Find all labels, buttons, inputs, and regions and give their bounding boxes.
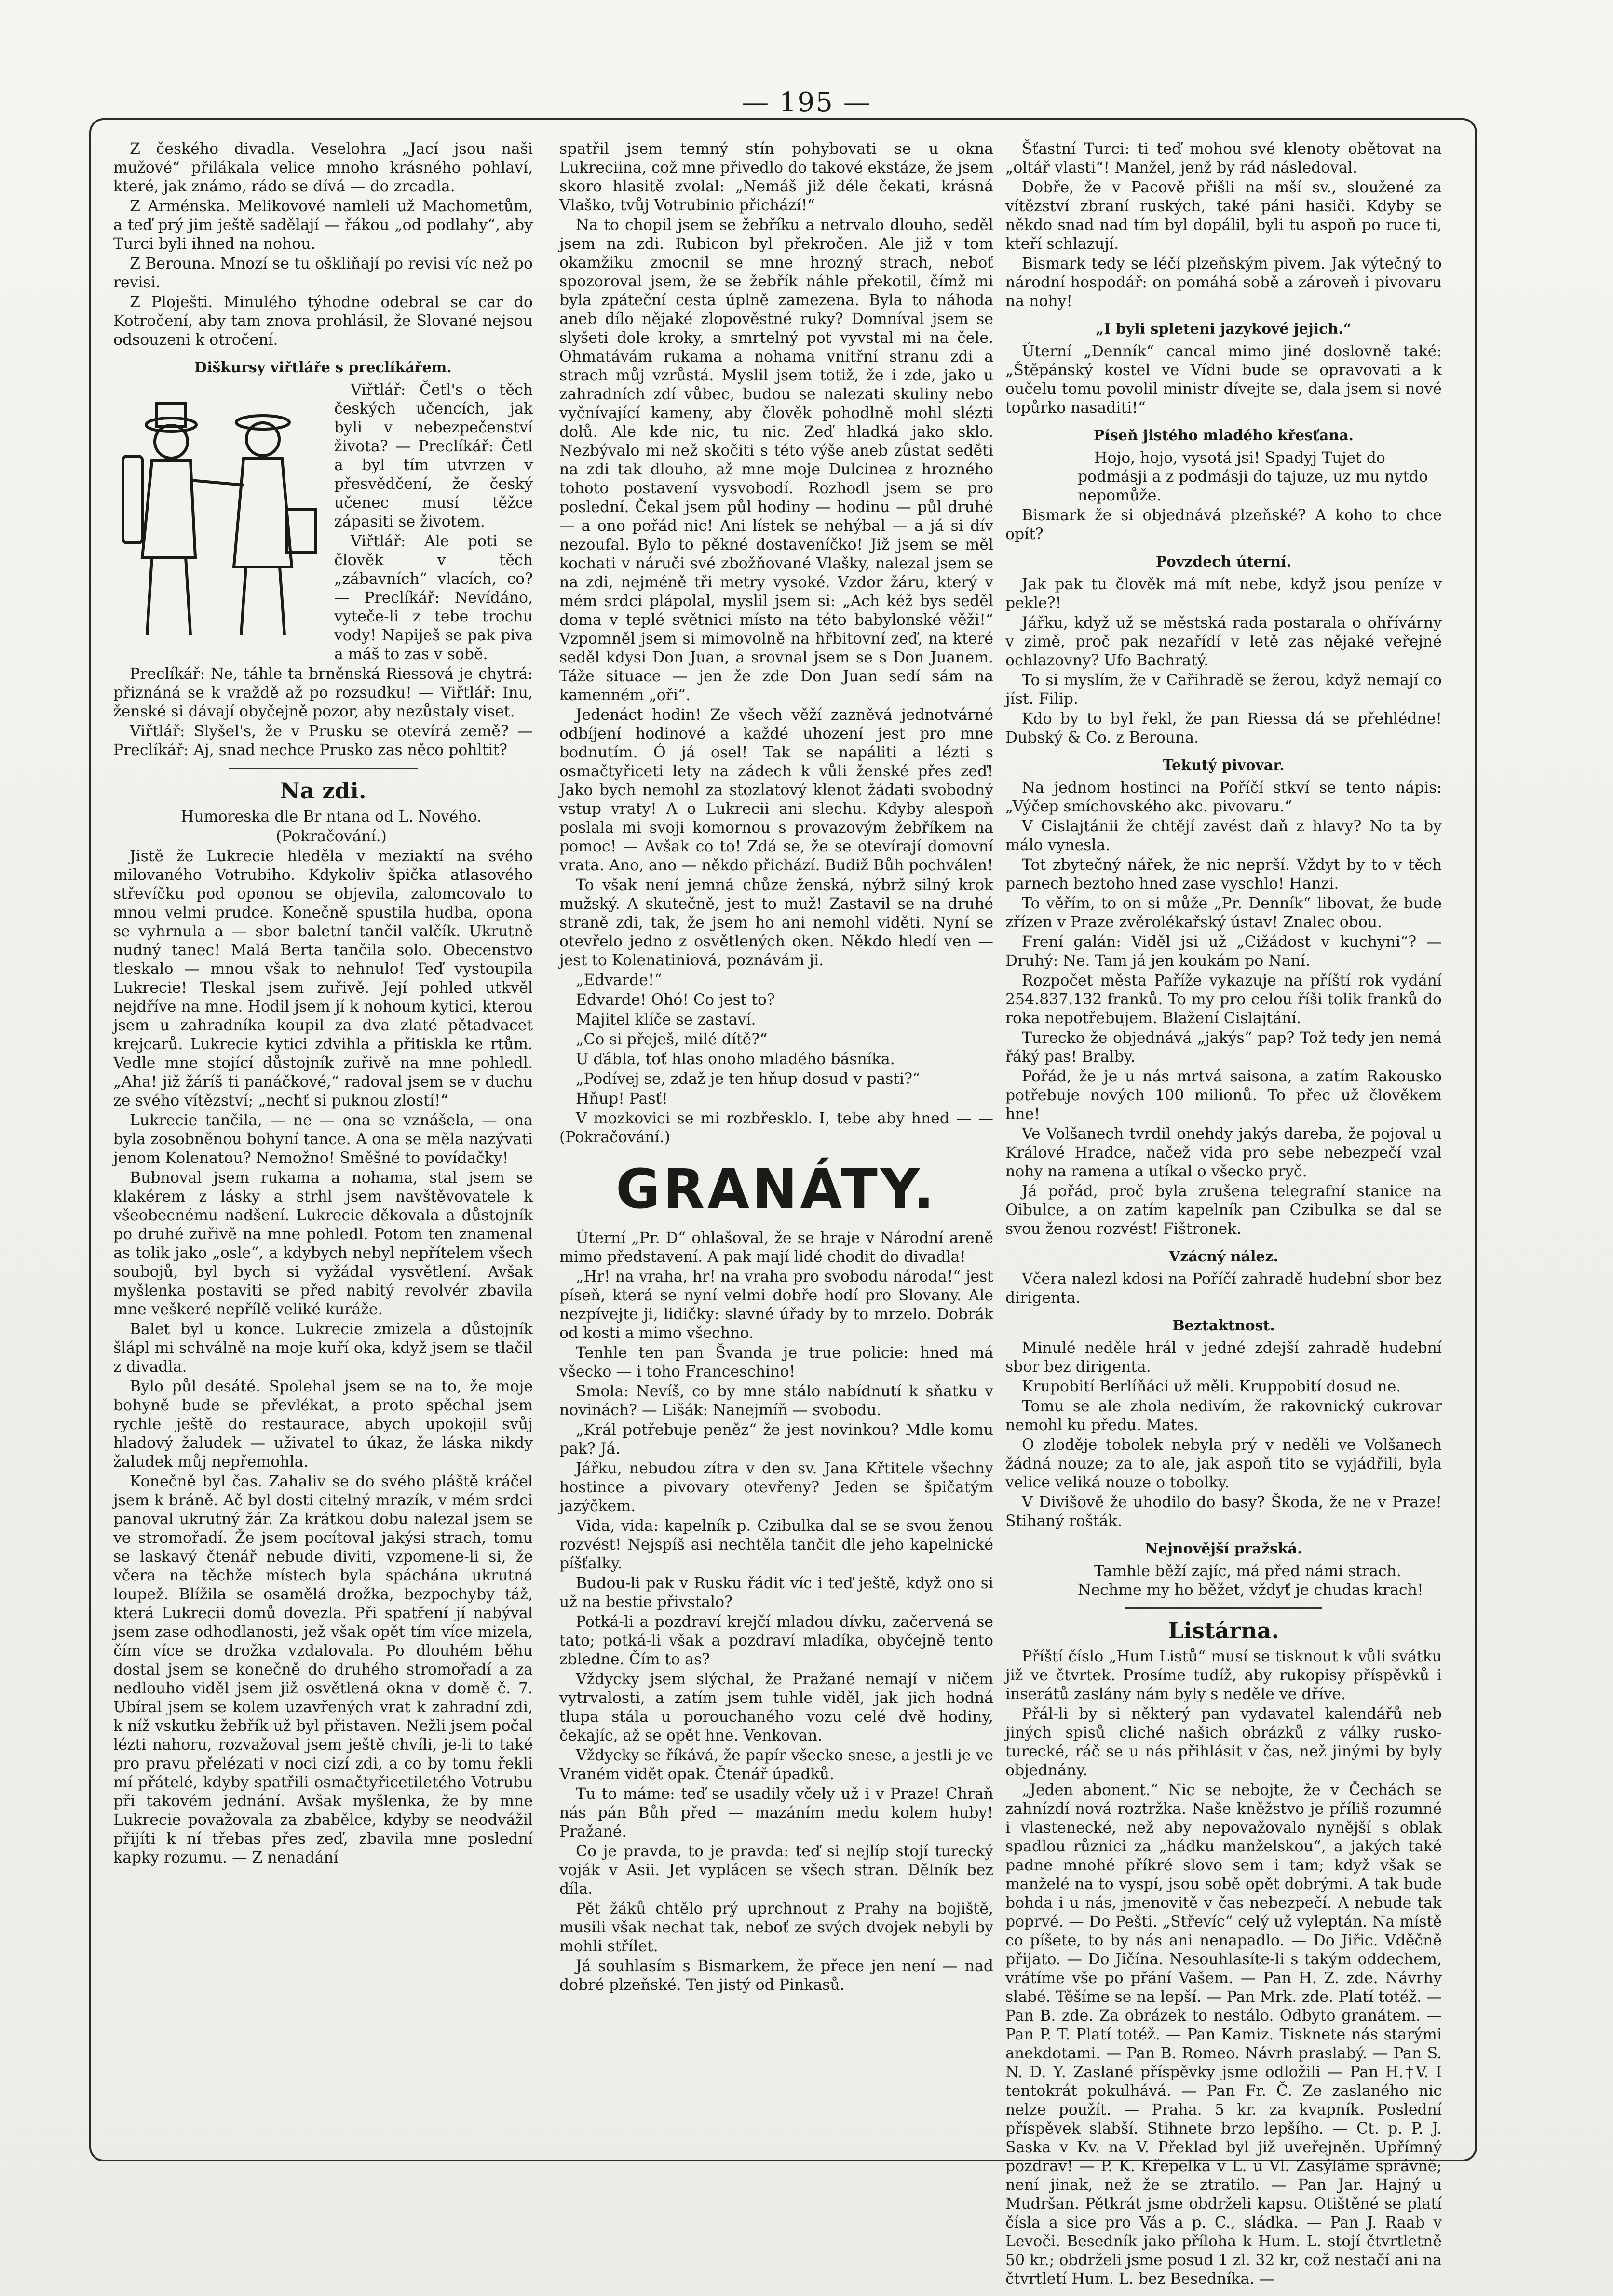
subheading: Beztaktnost.	[1172, 1317, 1275, 1334]
granat-item: Jak pak tu člověk má mít nebe, když jsou peníze v pekle?!	[1005, 576, 1442, 612]
granat-item: V Divišově že uhodilo do basy? Škoda, že ne v Praze! Stihaný rošták.	[1005, 1494, 1442, 1530]
granat-item: Ve Volšanech tvrdil onehdy jakýs dareba, že pojoval u Králové Hradce, načež vida pro sebe nebezpečí vzal nohy na ramena a utíkal o všecko pryč.	[1005, 1125, 1442, 1180]
granat-item: Tu to máme: teď se usadily včely už i v Praze! Chraň nás pán Bůh před — mazáním medu kolem huby! Pražané.	[559, 1785, 993, 1840]
granat-item: Co je pravda, to je pravda: teď si nejlíp stojí turecký voják v Asii. Jet vyplácen se všech stran. Dělník bez díla.	[559, 1843, 993, 1898]
dialog-line: Viřtlář: Ale poti se člověk v těch „zábavních“ vlacích, co? — Preclíkář: Nevídáno, vyteče-li z tebe trochu vody! Napiješ se pak piva a máš to zas v sobě.	[334, 533, 533, 663]
story-line: U ďábla, toť hlas onoho mladého básníka.	[576, 1051, 895, 1068]
dialog-line: Viřtlář: Četl's o těch českých učencích, jak byli v nebezpečenství života? — Preclíkář: Četl a byl tím utvrzen v přesvědčení, že český učenec musí těžce zápasiti se životem.	[334, 381, 533, 530]
separator-rule	[1125, 1607, 1322, 1609]
page-number: — 195 —	[742, 87, 871, 118]
granat-item: Jářku, nebudou zítra v den sv. Jana Křtitele všechny hostince a pivovary otevřeny? Jeden se špičatým jazýčkem.	[559, 1460, 993, 1515]
subheading: Píseň jistého mladého křesťana.	[1093, 427, 1354, 444]
column-1	[113, 140, 533, 2141]
granat-item: V Cislajtánii že chtějí zavést daň z hlavy? No ta by málo vynesla.	[1005, 818, 1442, 854]
granat-item: Tomu se ale zhola nedivím, že rakovnický cukrovar nemohl ku předu. Mates.	[1005, 1398, 1442, 1434]
story-line: „Co si přeješ, milé dítě?“	[576, 1031, 768, 1048]
subheading: „I byli spleteni jazykové jejich.“	[1096, 321, 1352, 338]
granat-item: Tot zbytečný nářek, že nic neprší. Vždyt by to v těch parnech beztoho hned zase vyschlo! Hanzi.	[1005, 856, 1442, 892]
story-line: V mozkovici se mi rozbřesklo. I, tebe aby hned — — (Pokračování.)	[559, 1110, 993, 1146]
granat-item: Krupobití Berlíňáci už měli. Kruppobití dosud ne.	[1022, 1378, 1401, 1395]
news-item: Z Arménska. Melikovové namleli už Machometům, a teď prý jim ještě sadělají — řákou „od podlahy“, aby Turci byli ihned na nohou.	[113, 198, 533, 253]
granat-item: Bismark že si objednává plzeňské? A koho to chce opít?	[1005, 507, 1442, 543]
granat-item: Vždycky jsem slýchal, že Pražané nemají v ničem vytrvalosti, a zatím jsem tuhle viděl, jak jich hodná tlupa stála u porouchaného vozu celé dvě hodiny, čekajíc, až se opět hne. Venkovan.	[559, 1671, 993, 1744]
diskursy-heading: Diškursy viřtláře s preclíkářem.	[194, 359, 452, 376]
granat-item: „Král potřebuje peněz“ že jest novinkou? Mdle komu pak? Já.	[559, 1421, 993, 1458]
granat-item: To si myslím, že v Cařihradě se žerou, když nemají co jíst. Filip.	[1005, 672, 1442, 708]
subheading: Nejnovější pražská.	[1145, 1540, 1302, 1557]
story-paragraph: Lukrecie tančila, — ne — ona se vznášela, — ona byla zosobněnou bohyní tance. A ona se měla nazývati jenom Kolenatou? Nemožno! Směšné to povídačky!	[113, 1112, 533, 1167]
story-paragraph: spatřil jsem temný stín pohybovati se u okna Lukreciina, což mne přivedlo do takové ekstáze, že jsem skoro hlasitě zvolal: „Nemáš již déle čekati, krásná Vlaško, tvůj Votrubinio přichází!“	[559, 140, 993, 214]
granat-item: Šťastní Turci: ti teď mohou své klenoty obětovat na „oltář vlasti“! Manžel, jenž by rád následoval.	[1005, 140, 1442, 176]
granat-item: Potká-li a pozdraví krejčí mladou dívku, začervená se tato; potká-li však a pozdraví mladíka, obyčejně tento zbledne. Čím to as?	[559, 1613, 993, 1668]
news-item: Z Ploješti. Minulého týhodne odebral se car do Kotročení, aby tam znova prohlásil, že Slované nejsou odsouzeni k otročení.	[113, 294, 533, 349]
granat-item: Rozpočet města Paříže vykazuje na příští rok vydání 254.837.132 franků. To my pro celou říši tolik franků do roka nepotřebujem. Blažení Cislajtání.	[1005, 972, 1442, 1027]
granat-item: Úterní „Denník“ cancal mimo jiné doslovně také: „Štěpánský kostel ve Vídni bude se opravovati a k oučelu tomu povolil ministr dívejte se, dala jsem si nové topůrko nasaditi!“	[1005, 343, 1442, 417]
granat-item: Pět žáků chtělo prý uprchnout z Prahy na bojiště, musili však nechat tak, neboť ze svých dvojek nebyli by mohli střílet.	[559, 1900, 993, 1955]
granat-item: Na jednom hostinci na Poříčí stkví se tento nápis: „Výčep smíchovského akc. pivovaru.“	[1005, 779, 1442, 815]
story-line: Edvarde! Ohó! Co jest to?	[576, 991, 775, 1009]
story-line: Majitel klíče se zastaví.	[576, 1011, 756, 1028]
granat-item: Bismark tedy se léčí plzeňským pivem. Jak výtečný to národní hospodář: on pomáhá sobě a zároveň i pivovaru na nohy!	[1005, 255, 1442, 310]
granat-item: O zloděje tobolek nebyla prý v neděli ve Volšanech žádná nouze; za to ale, jak aspoň tito se vyjádřili, byla velice veliká nouze o tobolky.	[1005, 1436, 1442, 1491]
story-paragraph: Na to chopil jsem se žebříku a netrvalo dlouho, seděl jsem na zdi. Rubicon byl překročen. Ale již v tom okamžiku zmocnil se mne hrozný strach, neboť spozoroval jsem, že se žebřík náhle překotil, čímž mi byla zpáteční cesta úplně zamezena. Byla to náhoda aneb dílo nějaké zlopověstné ruky? Domníval jsem se slyšeti dole kroky, a smrtelný pot vyvstal mi na čele. Ohmatávám rukama a nohama vnitřní stranu zdi a strach můj vzrůstá. Myslil jsem totiž, že i zde, jako u zahradních zdí vůbec, budou se nalezati skuliny nebo vyčnívající kameny, aby člověk pohodlně mohl slézti dolů. Ale kde nic, tu nic. Zeď hladká jako sklo. Nezbývalo mi než skočiti s této výše aneb zůstat seděti na zdi tak dlouho, až mne moje Dulcinea z hrozného tohoto postavení vysvobodí. Rozhodl jsem se pro poslední. Čekal jsem půl hodiny — hodinu — půl druhé — a ono pořád nic! Ani lístek se nehýbal — a já si dív nezoufal. Bylo to pěkné dostaveníčko! Již jsem se měl kochati v náruči své zbožňované Vlašky, nalezal jsem se na zdi, nejméně tři metry vysoké. Vzdor žáru, který v mém srdci plápolal, myslil jsem si: „Ach kéž bys seděl doma v teplé světnici místo na této babylonské věži!“ Vzpomněl jsem si mimovolně na hřbitovní zeď, na které seděl kdysi Don Juan, a srovnal jsem se s Don Juanem. Táže situace — jen že zde Don Juan sedí sám na kamenném „oři“.	[559, 216, 993, 704]
two-vendors-illustration	[113, 384, 325, 654]
column-3	[1005, 140, 1442, 2288]
granat-item: To věřím, to on si může „Pr. Denník“ libovat, že bude zřízen v Praze zvěrolékařský ústav! Znalec obou.	[1005, 895, 1442, 931]
column-2	[559, 140, 993, 2141]
listarna-item: Přál-li by si některý pan vydavatel kalendářů neb jiných spisů cliché našich obrázků z války rusko-turecké, ráč se u nás přihlásit v čas, než jinými by byly objednány.	[1005, 1705, 1442, 1779]
subheading: Tekutý pivovar.	[1163, 757, 1285, 774]
granat-item: Kdo by to byl řekl, že pan Riessa dá se přehlédne! Dubský & Co. z Berouna.	[1005, 710, 1442, 746]
listarna-item: „Jeden abonent.“ Nic se nebojte, že v Čechách se zahnízdí nová roztržka. Naše kněžstvo je příliš rozumné i vlastenecké, než aby nepovažovalo nynější s oblak spadlou různici za „hádku manželskou“, a jakých také padne mnohé příkré slovo sem i tam; když však se manželé na to vyspí, jsou sobě opět dobrými. A tak bude bohda i u nás, jmenovitě v čas nebezpečí. A nebude tak poprvé. — Do Pešti. „Střevíc“ celý už vyleptán. Na místě co píšete, to by nás ani nenapadlo. — Do Jiřic. Vděčně přijato. — Do Jičína. Nesouhlasíte-li s takým oddechem, vrátíme vše po přání Vašem. — Pan H. Z. zde. Návrhy slabé. Těšíme se na lepší. — Pan Mrk. zde. Platí totéž. — Pan B. zde. Za obrázek to nestálo. Odbyto granátem. — Pan P. T. Platí totéž. — Pan Kamiz. Tisknete nás starými anekdotami. — Pan B. Romeo. Návrh praslabý. — Pan S. N. D. Y. Zaslané příspěvky jsme odložili — Pan H.†V. I tentokrát pokulhává. — Pan Fr. Č. Ze zaslaného nic nelze použít. — Praha. 5 kr. za kvapník. Poslední příspěvek slabší. Stihnete brzo lepšího. — Ct. p. P. J. Saska v Kv. na V. Překlad byl již uveřejněn. Upřímný pozdrav! — P. K. Křepelka v L. u Vl. Zasýláme správně; není jinak, než že se ztratilo. — Pan Jar. Hajný u Mudršan. Pětkrát jsme obdrželi kapsu. Otištěné se platí čísla a sice pro Vás a p. C., sládka. — Pan J. Raab v Levoči. Besedník jako příloha k Hum. L. stojí čtvrtletně 50 kr.; obdrželi jsme posud 1 zl. 32 kr, což nestačí ani na čtvrtletí Hum. L. bez Besedníka. —	[1005, 1782, 1442, 2288]
granat-item: Tenhle ten pan Švanda je true policie: hned má všecko — i toho Franceschino!	[559, 1344, 993, 1380]
granat-item: Úterní „Pr. D“ ohlašoval, že se hraje v Národní areně mimo představení. A pak mají lidé chodit do divadla!	[559, 1229, 993, 1266]
granat-item: Já pořád, proč byla zrušena telegrafní stanice na Oibulce, a on zatím kapelník pan Czibulka se dal se svou ženou rozvést! Fištronek.	[1005, 1183, 1442, 1238]
story-line: „Edvarde!“	[576, 972, 662, 989]
story-paragraph: Bubnoval jsem rukama a nohama, stal jsem se klakérem z lásky a strhl jsem navštěvovatele k všeobecnému nadšení. Lukrecie děkovala a důstojník po druhé zuřivě na mne pohledl. Potom ten znamenal as tolik jako „osle“, a kdybych nebyl nepřítelem všech soubojů, byl bych si vyžádal vysvětlení. Avšak myšlenka postaviti se před nabitý revolvér zbavila mne veškeré nepřílě veliké kuráže.	[113, 1169, 533, 1318]
dialog-line: Viřtlář: Slyšel's, že v Prusku se otevírá země? — Preclíkář: Aj, snad nechce Prusko zas něco pohltit?	[113, 723, 533, 759]
news-item: Z Berouna. Mnozí se tu oškliňají po revisi víc než po revisi.	[113, 255, 533, 291]
granat-item: Pořád, že je u nás mrtvá saisona, a zatím Rakousko potřebuje nových 100 milionů. To přec už člověkem hne!	[1005, 1068, 1442, 1123]
granat-item: Vždycky se říkává, že papír všecko snese, a jestli je ve Vraném vidět opak. Čtenář úpadků.	[559, 1747, 993, 1783]
separator-rule	[229, 768, 418, 769]
listarna-item: Příští číslo „Hum Listů“ musí se tisknout k vůli svátku již ve čtvrtek. Prosíme tudíž, aby rukopisy příspěvků i inserátů zaslány nám byly s neděle ve dříve.	[1005, 1648, 1442, 1703]
granat-item: Dobře, že v Pacově přišli na mší sv., sloužené za vítězství zbraní ruských, také páni hasiči. Kdyby se někdo snad nad tím byl dopálil, byli tu aspoň po ruce ti, kteří schlazují.	[1005, 179, 1442, 253]
granat-item: Smola: Nevíš, co by mne stálo nabídnutí k sňatku v novinách? — Lišák: Nanejmíň — svobodu.	[559, 1383, 993, 1419]
granat-item: Vida, vida: kapelník p. Czibulka dal se se svou ženou rozvést! Nejspíš asi nechtěla tančit dle jeho kapelnické píšťalky.	[559, 1517, 993, 1572]
news-item: Z českého divadla. Veselohra „Jací jsou naši mužové“ přilákala velice mnoho krásného pohlaví, které, jak známo, rádo se dívá — do zrcadla.	[113, 140, 533, 195]
granat-item: Včera nalezl kdosi na Poříčí zahradě hudební sbor bez dirigenta.	[1005, 1270, 1442, 1307]
story-paragraph: Jistě že Lukrecie hleděla v meziaktí na svého milovaného Votrubiho. Kdykoliv špička atlasového střevíčku pod oponou se objevila, zalomcovalo to mnou velmi prudce. Konečně spustila hudba, opona se vyhrnula a — sbor baletní tančil valčík. Ukrutně nudný tanec! Malá Berta tančila solo. Obecenstvo tleskalo — mnou však to nehnulo! Teď vystoupila Lukrecie! Tleskal jsem zuřivě. Její pohled utkvěl nejdříve na mne. Hodil jsem jí k nohoum kytici, kterou jsem u zahradníka koupil za dva zlaté pětadvacet krejcarů. Lukrecie kytici zdvihla a přitiskla ke rtům. Vedle mne stojící důstojník zuřivě na mne pohledl. „Aha! již žáríš ti panáčkové,“ radoval jsem se v duchu ze svého vítězství; „nechť si puknou zlostí!“	[113, 848, 533, 1109]
story-paragraph: Jedenáct hodin! Ze všech věží zazněvá jednotvárné odbíjení hodinové a každé uhození jest pro mne bodnutím. Ó já osel! Tak se napáliti a lézti s osmačtyřiceti lety na zádech k vůli ženské přes zeď! Jako bych nemohl za stozlatový klenot žádati svobodný vstup vraty! A o Lukrecii ani slechu. Kdyby alespoň poslala mi svoji komornou s provazovým žebříkem na pomoc! — Avšak co to! Zdá se, že se otevírají domovní vrata. Ano, ano — někdo přichází. Budiž Bůh pochválen!	[559, 706, 993, 874]
granaty-heading: GRANÁTY.	[615, 1158, 937, 1221]
granat-item: Já souhlasím s Bismarkem, že přece jen není — nad dobré plzeňské. Ten jistý od Pinkasů.	[559, 1958, 993, 1994]
listarna-heading: Listárna.	[1168, 1618, 1279, 1644]
subheading: Vzácný nález.	[1169, 1248, 1278, 1265]
granat-item: Budou-li pak v Rusku řádit víc i teď ještě, když ono si už na bestie přivstalo?	[559, 1575, 993, 1611]
granat-item: Jářku, když už se městská rada postarala o ohřívárny v zimě, proč pak nezařídí v letě zas nějaké veřejné ochlazovny? Ufo Bachratý.	[1005, 614, 1442, 669]
granat-item: Minulé neděle hrál v jedné zdejší zahradě hudební sbor bez dirigenta.	[1005, 1339, 1442, 1376]
na-zdi-heading: Na zdi.	[280, 778, 366, 804]
granat-item: Frení galán: Viděl jsi už „Cižádost v kuchyni“? — Druhý: Ne. Tam já jen koukám po Naní.	[1005, 933, 1442, 970]
subheading: Povzdech úterní.	[1155, 554, 1292, 570]
dialog-line: Preclíkář: Ne, táhle ta brněnská Riessová je chytrá: přiznáná se k vraždě až po rozsudku! — Viřtlář: Inu, ženské si dávají obyčejně pozor, aby nezůstaly viset.	[113, 665, 533, 720]
story-line: „Podívej se, zdaž je ten hňup dosud v pasti?“	[576, 1070, 921, 1088]
granat-item: „Hr! na vraha, hr! na vraha pro svobodu národa!“ jest píseň, která se nyní velmi dobře hodí pro Slovany. Ale nezpívejte ji, lidičky: slavné úřady by to mrzelo. Dobrák od kosti a mimo všechno.	[559, 1268, 993, 1342]
story-paragraph: Balet byl u konce. Lukrecie zmizela a důstojník šlápl mi schválně na moje kuří oka, když jsem se tlačil z divadla.	[113, 1321, 533, 1376]
story-paragraph: Konečně byl čas. Zahaliv se do svého pláště kráčel jsem k bráně. Ač byl dosti citelný mrazík, v mém srdci panoval ukrutný žár. Za krátkou dobu nalezal jsem se ve stromořadí. Že jsem pocítoval jakýsi strach, tomu se laskavý čtenář nebude diviti, vzpomene-li si, že včera na těchže místech byla spáchána ukrutná loupež. Blížila se osamělá drožka, bezpochyby táž, která Lukrecii domů dovezla. Při spatření jí nabýval jsem zase odhodlanosti, jež však opět tím více mizela, čím více se drožka vzdalovala. Po dlouhém běhu dostal jsem se konečně do druhého stromořadí a za nedlouho viděl jsem již osvětlená okna v domě č. 7. Ubíral jsem se kolem uzavřených vrat k zahradní zdi, k níž vskutku žebřík už byl přistaven. Nežli jsem počal lézti nahoru, rozvažoval jsem ještě chvíli, je-li to také pro pravu přelézati v noci cizí zdi, a co by tomu řekli mí přátelé, kdyby spatřili osmačtyřicetiletého Votrubu při takovém jednání. Avšak myšlenka, že by mne Lukrecie považovala za zbabělce, kdyby se neodvážil přijíti k ní třebas přes zeď, zbavila mne poslední kapky rozumu. — Z nenadání	[113, 1473, 533, 1866]
na-zdi-subtitle: Humoreska dle Br ntana od L. Nového.	[180, 808, 482, 825]
granat-item: Turecko že objednává „jakýs“ pap? Tož tedy jen nemá řáký pas! Bralby.	[1005, 1029, 1442, 1066]
story-line: Hňup! Pasť!	[576, 1090, 668, 1107]
story-paragraph: To však není jemná chůze ženská, nýbrž silný krok mužský. A skutečně, jest to muž! Zastavil se na druhé straně zdi, tak, že jsem ho ani nemohl viděti. Nyní se otevřelo jedno z osvětlených oken. Někdo hledí ven — jest to Kolenatiniová, poznávám ji.	[559, 877, 993, 969]
verse: Hojo, hojo, vysotá jsi! Spadyj Tujet do podmásji a z podmásji do tajuze, uz mu nytdo nepomůže.	[1078, 449, 1428, 504]
story-paragraph: Bylo půl desáté. Spolehal jsem se na to, že moje bohyně bude se převlékat, a proto spěchal jsem rychle ještě do restaurace, abych upokojil svůj hladový žaludek — uživatel to úkaz, že láska nikdy žaludek můj nepřemohla.	[113, 1378, 533, 1471]
verse: Tamhle běží zajíc, má před námi strach. Nechme my ho běžet, vždyť je chudas krach!	[1078, 1563, 1423, 1599]
na-zdi-continued: (Pokračování.)	[276, 828, 387, 845]
